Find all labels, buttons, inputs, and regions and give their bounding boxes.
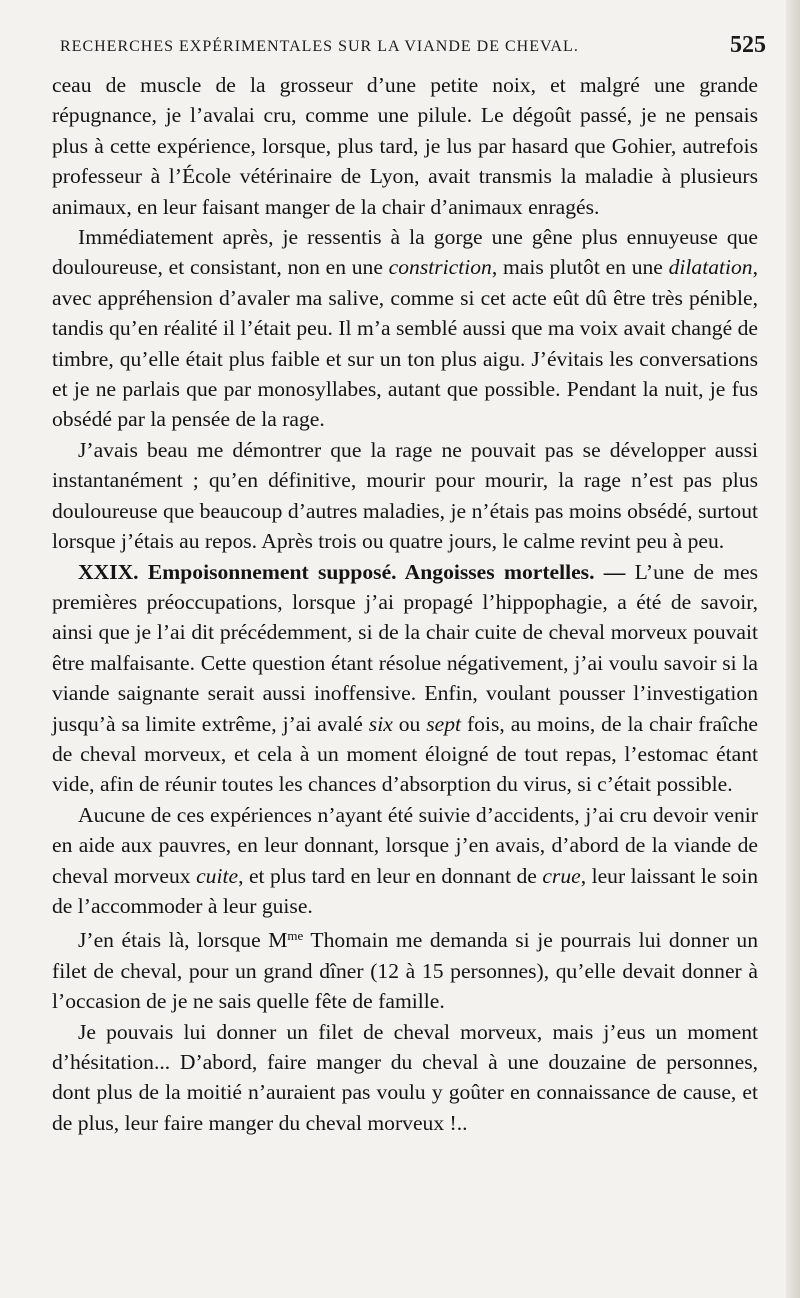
paragraph (52, 435, 758, 557)
text-run: J’avais beau me démontrer que la rage ne pouvait pas se développer aussi instantanément ; qu’en définitive, mourir pour mourir, la rage n’est pas plus douloureuse que beaucoup d’autres maladies, je n’étais pas moins obsédé, surtout lorsque j’étais au repos. Après trois ou quatre jours, le calme revint peu à peu. (52, 437, 758, 554)
page-number: 525 (730, 32, 766, 58)
text-run: J’en étais là, lorsque M (78, 928, 288, 953)
text-run: ou (392, 711, 427, 736)
paragraph (52, 1017, 758, 1139)
paragraph (52, 557, 758, 800)
section-heading: XXIX. Empoisonnement supposé. Angoisses mortelles. — (78, 559, 626, 584)
text-run: Thomain me demanda si je pourrais lui donner un filet de cheval, pour un grand dîner (12 à 15 personnes), qu’elle devait donner à l’occasion de je ne sais quelle fête de famille. (52, 928, 758, 1014)
text-run: , leur laissant le soin de l’accommoder à leur guise. (52, 863, 758, 918)
running-title: RECHERCHES EXPÉRIMENTALES SUR LA VIANDE DE CHEVAL. (60, 38, 579, 55)
page-body-text (52, 70, 758, 1138)
text-run: , mais plutôt en une (491, 255, 669, 280)
paragraph (52, 800, 758, 922)
text-run: fois, au moins, de la chair fraîche de cheval morveux, et cela à un moment éloigné de tout repas, l’estomac étant vide, afin de réunir toutes les chances d’absorption du virus, si c’était possible. (52, 711, 759, 797)
text-run: cuite (196, 863, 239, 888)
text-run: Aucune de ces expériences n’ayant été suivie d’accidents, j’ai cru devoir venir en aide aux pauvres, en leur donnant, lorsque j’en avais, d’abord de la viande de cheval morveux (52, 802, 758, 888)
paragraph (52, 70, 758, 222)
text-run: dilatation (668, 255, 753, 280)
text-run: , et plus tard en leur en donnant de (238, 863, 543, 888)
paragraph (52, 222, 758, 435)
text-run: sept (426, 711, 462, 736)
text-run: constriction (388, 255, 492, 280)
text-run: Immédiatement après, je ressentis à la gorge une gêne plus ennuyeuse que douloureuse, et consistant, non en une (52, 225, 758, 280)
page-edge-shadow (786, 0, 800, 1298)
text-run: ceau de muscle de la grosseur d’une petite noix, et malgré une grande répugnance, je l’avalai cru, comme une pilule. Le dégoût passé, je ne pensais plus à cette expérience, lorsque, plus tard, je lus par hasard que Gohier, autrefois professeur à l’École vétérinaire de Lyon, avait transmis la maladie à plusieurs animaux, en leur faisant manger de la chair d’animaux enragés. (52, 73, 758, 219)
text-run: L’une de mes premières préoccupations, lorsque j’ai propagé l’hippophagie, a été de savoir, ainsi que je l’ai dit précédemment, si de la chair cuite de cheval morveux pouvait être malfaisante. Cette question étant résolue négativement, j’ai voulu savoir si la viande saignante serait aussi inoffensive. Enfin, voulant pousser l’investigation jusqu’à sa limite extrême, j’ai avalé (52, 559, 759, 736)
text-run: crue (542, 863, 581, 888)
paragraph (52, 921, 758, 1016)
text-run: Je pouvais lui donner un filet de cheval morveux, mais j’eus un moment d’hésitation... D’abord, faire manger du cheval à une douzaine de personnes, dont plus de la moitié n’auraient pas voulu y goûter en connaissance de cause, et de plus, leur faire manger du cheval morveux !.. (52, 1019, 758, 1135)
text-run: me (287, 928, 304, 944)
running-header (60, 32, 770, 62)
text-run: , avec appréhension d’avaler ma salive, comme si cet acte eût dû être très pénible, tandis qu’en réalité il l’était peu. Il m’a semblé aussi que ma voix avait changé de timbre, qu’elle était plus faible et sur un ton plus aigu. J’évitais les conversations et je ne parlais que par monosyllabes, autant que possible. Pendant la nuit, je fus obsédé par la pensée de la rage. (52, 255, 758, 432)
text-run: six (368, 711, 393, 736)
